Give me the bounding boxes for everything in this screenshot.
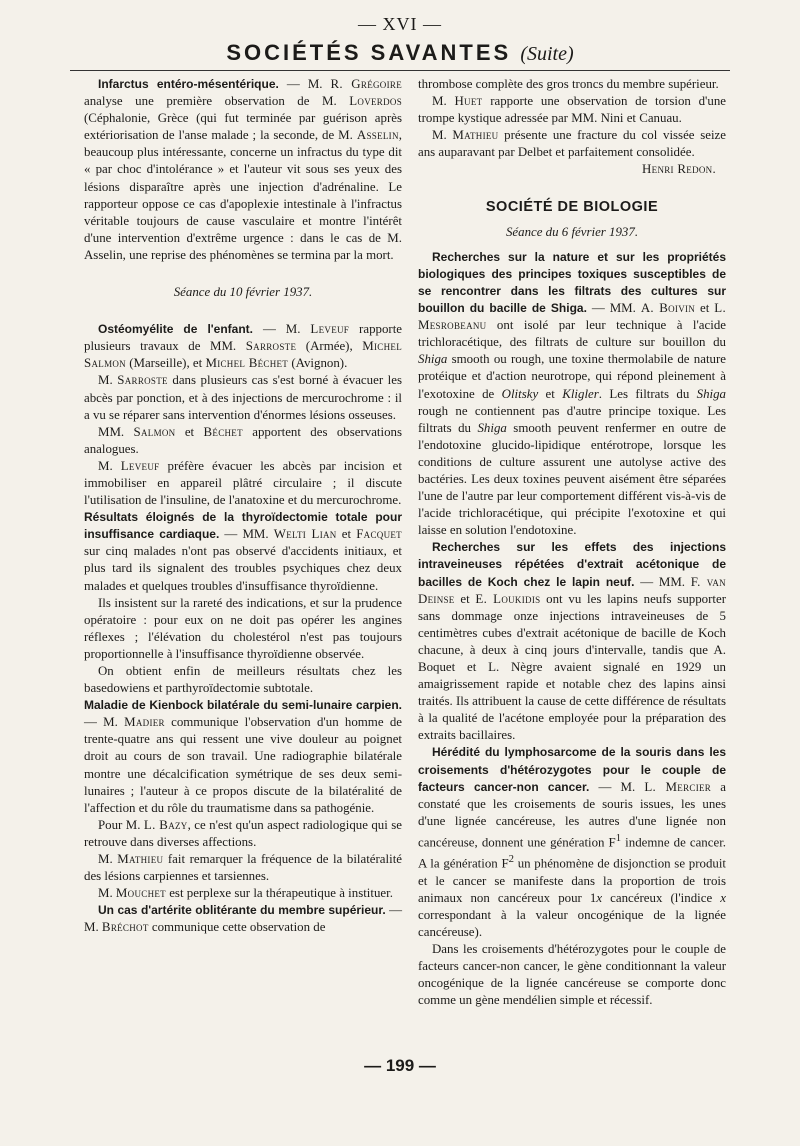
paragraph-thyroidectomie: Résultats éloignés de la thyroïdectomie totale pour insuffisance cardiaque. — MM. Welti Lian et Facquet sur cinq malades n'ont pas observé d'accidents initiaux, et plus tard ils signalent des troubles psychiques chez deux malades et quelques troubles d'insuffisance thyroïdienne. <box>84 510 402 593</box>
author-name: Michel Salmon <box>84 339 402 371</box>
author-name: A. Boivin <box>640 301 696 316</box>
paragraph-mathieu-left: M. Mathieu fait remarquer la fréquence de la bilatéralité des lésions carpiennes et tarsiennes. <box>84 852 402 884</box>
heading-koch: Recherches sur les effets des injections intraveineuses répétées d'extrait acétonique de bacilles de Koch chez le lapin neuf. <box>418 540 726 589</box>
title-main: SOCIÉTÉS SAVANTES <box>226 40 512 65</box>
roman-page-number: — XVI — <box>358 14 442 34</box>
heading-shiga: Recherches sur la nature et sur les propriétés biologiques des principes toxiques susceptibles de se rencontrer dans les filtrats des cultures sur bouillon du bacille de Shiga. <box>418 249 726 316</box>
paragraph-sarroste: M. Sarroste dans plusieurs cas s'est borné à évacuer les abcès par ponction, et à des injections de mercurochrome : il a vu se réparer sans intervention d'énormes lésions osseuses. <box>84 373 402 422</box>
heading-lymphosarcome: Hérédité du lymphosarcome de la souris dans les croisements d'hétérozygotes pour le couple de facteurs cancer-non cancer. <box>418 745 726 794</box>
signature: Henri Redon. <box>642 162 716 177</box>
paragraph-basedowiens: On obtient enfin de meilleurs résultats chez les basedowiens et parthyroïdectomie subtotale. <box>84 664 402 696</box>
author-name: Loverdos <box>349 94 402 109</box>
heading-thyroidectomie: Résultats éloignés de la thyroïdectomie totale pour insuffisance cardiaque. <box>84 510 402 542</box>
paragraph-lymphosarcome: Hérédité du lymphosarcome de la souris dans les croisements d'hétérozygotes pour le couple de facteurs cancer-non cancer. — M. L. Mercier a constaté que les croisements de souris issues, les unes d'une lignée cancéreuse, les autres d'une lignée non cancéreuse, donnent une génération $F^1$ indemne de cancer. A la génération $F^2$ un phénomène de disjonction se produit et le cancer se manifeste dans la proportion de trois animaux non cancéreux pour 1x cancéreux (l'indice x correspondant à la valeur oncogénique de la lignée cancéreuse). <box>418 745 726 939</box>
paragraph-leveuf: M. Leveuf préfère évacuer les abcès par incision et immobiliser en appareil plâtré circulaire ; il discute l'utilisation de l'insuline, de l'anatoxine et du mercurochrome. <box>84 458 402 508</box>
heading-kienbock: Maladie de Kienbock bilatérale du semi-lunaire carpien. <box>84 698 402 713</box>
author-name: Welti Lian <box>273 527 337 542</box>
paragraph-osteomyelite: Ostéomyélite de l'enfant. — M. Leveuf rapporte plusieurs travaux de MM. Sarroste (Armée), Michel Salmon (Marseille), et Michel Béchet (Avignon). <box>84 322 402 371</box>
paragraph-kienbock: Maladie de Kienbock bilatérale du semi-lunaire carpien. — M. Madier communique l'observation d'un homme de trente-quatre ans qui ressent une vive douleur au poignet droit au cours de son travail. Une radiographie bilatérale montre une décalcification symétrique de ses deux semi-lunaires ; l'auteur à ce propos discute de la bilatéralité de l'affection et du rôle du traumatisme dans sa pathogénie. <box>84 698 402 815</box>
paragraph-huet: M. Huet rapporte une observation de torsion d'une trompe kystique adressée par MM. Nini et Canuau. <box>418 94 726 126</box>
author-name: E. Loukidis <box>475 591 541 606</box>
author-name: L. Mesrobeanu <box>418 301 726 333</box>
paragraph-salmon-bechet: MM. Salmon et Béchet apportent des observations analogues. <box>84 424 402 456</box>
author-name: Huet <box>454 94 483 109</box>
seance-date-right: Séance du 6 février 1937. <box>505 224 639 239</box>
author-name: Mathieu <box>117 852 164 867</box>
author-name: Michel Béchet <box>205 356 289 371</box>
author-name: L. Mercier <box>644 779 712 794</box>
page-title <box>0 40 800 66</box>
author-name: Asselin <box>356 128 399 143</box>
paragraph-heterozygotes: Dans les croisements d'hétérozygotes pour le couple de facteurs cancer-non cancer, le gène conditionnant la valeur oncogénique de la lignée cancéreuse se comporte donc comme un gène mendélien simple et récessif. <box>418 942 726 1008</box>
author-name: F. van Deinse <box>418 574 726 606</box>
author-name: Sarroste <box>245 339 297 354</box>
title-suite: (Suite) <box>520 43 574 65</box>
heading-arterite: Un cas d'artérite oblitérante du membre supérieur. <box>98 903 386 918</box>
author-name: Salmon <box>133 424 176 439</box>
author-name: Facquet <box>356 527 402 542</box>
left-column <box>84 76 402 937</box>
author-name: Mathieu <box>452 128 499 143</box>
heading-osteomyelite: Ostéomyélite de l'enfant. <box>98 322 253 337</box>
paragraph-bazy: Pour M. L. Bazy, ce n'est qu'un aspect radiologique qui se retrouve dans diverses affections. <box>84 817 402 849</box>
paragraph-thrombose: thrombose complète des gros troncs du membre supérieur. <box>418 77 719 91</box>
heading-infarctus: Infarctus entéro-mésentérique. <box>98 77 279 91</box>
paragraph-koch: Recherches sur les effets des injections intraveineuses répétées d'extrait acétonique de bacilles de Koch chez le lapin neuf. — MM. F. van Deinse et E. Loukidis ont vu les lapins neufs supporter sans dommage onze injections intraveineuses de 5 centimètres cubes d'extrait acétonique de bacille de Koch chacune, à deux à cinq jours d'intervalle, tandis que A. Boquet et L. Nègre avaient signalé en 1929 un amaigrissement rapide et notable chez des lapins ainsi traités. Ils attribuent la cause de cette différence de résultats à la qualité de l'acétone employée pour la préparation des extraits bacillaires. <box>418 540 726 743</box>
seance-date-left: Séance du 10 février 1937. <box>173 285 313 300</box>
author-name: Leveuf <box>120 458 160 473</box>
right-column <box>418 76 726 1009</box>
paragraph-mathieu-right: M. Mathieu présente une fracture du col vissée seize ans auparavant par Delbet et parfaitement consolidée. <box>418 128 726 160</box>
paragraph-indications: Ils insistent sur la rareté des indications, et sur la prudence opératoire : pour eux on ne doit pas opérer les angines réflexes ; l'élévation du cholestérol n'est pas toujours proportionnelle à l'insuffisance thyroïdienne observée. <box>84 595 402 661</box>
author-name: Madier <box>124 715 165 730</box>
paragraph-infarctus: Infarctus entéro-mésentérique. — M. R. Grégoire analyse une première observation de M. Loverdos (Céphalonie, Grèce (qui fut terminée par guérison après extériorisation de l'anse malade ; la seconde, de M. Asselin, beaucoup plus intéressante, concerne un infractus du type dit « par choc d'intolérance » et l'auteur vit sous ses yeux des lésions disparaître après une injection d'adrénaline. Le rapporteur oppose ce cas d'apoplexie intestinale à l'infractus véritable toujours de cause vasculaire et montre l'intérêt d'une intervention d'extrême urgence : dans le cas de M. Asselin, une reprise des phénomènes se termina par la mort. <box>84 77 402 262</box>
author-name: Sarroste <box>117 373 168 388</box>
author-name: Mouchet <box>115 886 166 901</box>
title-rule <box>70 70 730 71</box>
page-number: — 199 — <box>364 1056 436 1075</box>
paragraph-mouchet: M. Mouchet est perplexe sur la thérapeutique à instituer. <box>98 886 393 901</box>
author-name: Béchet <box>203 424 243 439</box>
author-name: R. Grégoire <box>330 77 402 91</box>
author-name: Leveuf <box>310 322 350 337</box>
paragraph-arterite: Un cas d'artérite oblitérante du membre supérieur. — M. Bréchot communique cette observation de <box>84 903 402 935</box>
paragraph-shiga: Recherches sur la nature et sur les propriétés biologiques des principes toxiques susceptibles de se rencontrer dans les filtrats des cultures sur bouillon du bacille de Shiga. — MM. A. Boivin et L. Mesrobeanu ont isolé par leur technique à l'acide trichloracétique, des filtrats de culture sur bouillon du Shiga smooth ou rough, une toxine thermolabile de nature protéique et d'action neurotrope, qui répond pleinement à l'exotoxine de Olitsky et Kligler. Les filtrats du Shiga rough ne contiennent pas d'autre principe toxique. Les filtrats du Shiga smooth peuvent renfermer en outre de l'endotoxine glucido-lipidique entérotrope, lorsque les conditions de culture assurent une autolyse active des bactéries. Les deux toxines peuvent aisément être séparées l'une de l'autre par leur comportement différent vis-à-vis de l'acide trichloracétique, qui précipite l'exotoxine et qui laisse en solution l'endotoxine. <box>418 249 727 538</box>
society-title: SOCIÉTÉ DE BIOLOGIE <box>485 198 659 215</box>
author-name: L. Bazy <box>143 817 188 832</box>
author-name: Bréchot <box>101 920 149 935</box>
